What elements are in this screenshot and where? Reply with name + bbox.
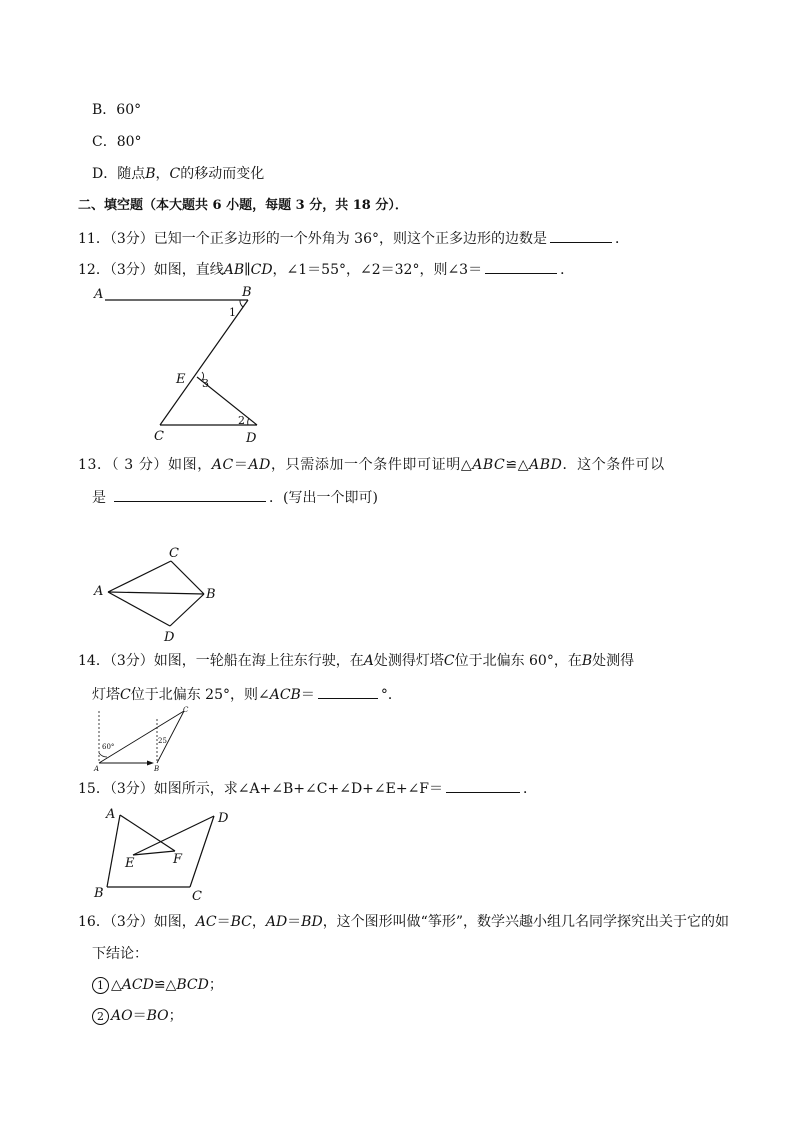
q16-eq1: ＝: [216, 914, 231, 930]
option-b: B．60°: [92, 102, 142, 118]
c1-end: ；: [208, 977, 223, 993]
q13-line-ac: [108, 561, 171, 592]
q13-abd: ABD: [529, 457, 563, 473]
q14-eq: ＝: [300, 687, 315, 703]
q15-label-a: A: [106, 807, 116, 822]
option-d-text: D．随点: [92, 166, 146, 182]
c2-eq: ＝: [132, 1008, 147, 1024]
question-15: [78, 778, 537, 798]
q14-label-25: 25: [158, 737, 167, 745]
q14-text-b: 处测得灯塔: [373, 653, 444, 669]
question-14: [78, 652, 634, 670]
q14-line-ac: [99, 711, 184, 763]
q13-ac: AC: [211, 457, 234, 473]
q14-angle-60-arc: [99, 753, 107, 757]
q13-ad: AD: [248, 457, 272, 473]
q16-eq2: ＝: [287, 914, 302, 930]
q14-label-60: 60°: [102, 743, 115, 751]
q13-label-b: B: [206, 587, 216, 602]
q16-bc: BC: [230, 914, 252, 930]
circled-number-2: 2: [92, 1008, 109, 1025]
c1-acd: ACD: [121, 977, 154, 993]
q15-label-c: C: [192, 889, 202, 904]
q14-arrow-icon: [147, 761, 154, 766]
q12-angle-2-arc: [248, 418, 249, 425]
q14-line2-c: C: [120, 687, 131, 703]
q14-label-b: B: [154, 765, 160, 773]
q13-answer-blank[interactable]: [114, 487, 266, 502]
q12-label-d: D: [246, 431, 257, 446]
q14-a: A: [363, 653, 374, 669]
q15-line-af: [120, 815, 175, 851]
q12-label-1: 1: [229, 306, 236, 319]
q13-label-a: A: [94, 584, 104, 599]
q12-text-a: 12．（3分）如图，直线: [78, 262, 224, 278]
q12-angle-1-arc: [240, 300, 243, 307]
conclusion-2: [92, 1007, 183, 1025]
q12-label-b: B: [242, 285, 252, 300]
q14-text-c: 位于北偏东 60°，在: [454, 653, 582, 669]
c1-triangle: △: [111, 977, 122, 993]
q14-figure: [92, 705, 202, 773]
q15-text: 15．（3分）如图所示，求∠A+∠B+∠C+∠D+∠E+∠F＝: [78, 781, 444, 797]
conclusion-1: [92, 976, 223, 994]
q15-answer-blank[interactable]: [446, 778, 520, 793]
question-13: [78, 456, 665, 474]
q16-text-b: ，这个图形叫做“筝形”，数学兴趣小组几名同学探究出关于它的如: [322, 914, 730, 930]
q12-label-2: 2: [238, 414, 245, 427]
option-d-b: B: [145, 166, 156, 182]
q13-label-c: C: [169, 546, 179, 561]
q13-figure: [92, 544, 227, 644]
section-heading: 二、填空题（本大题共 6 小题，每题 3 分，共 18 分）．: [78, 198, 408, 213]
question-16: [78, 913, 729, 931]
q14-line2-b: 位于北偏东 25°，则∠: [130, 687, 270, 703]
q13-line-ab: [108, 592, 204, 594]
q12-label-3: 3: [202, 377, 209, 390]
q15-label-f: F: [173, 852, 183, 867]
option-c: C．80°: [92, 134, 142, 150]
q16-text-a: 16．（3分）如图，: [78, 914, 196, 930]
q14-text-d: 处测得: [592, 653, 635, 669]
q15-line-cd: [190, 816, 214, 887]
q14-text-a: 14．（3分）如图，一轮船在海上往东行驶，在: [78, 653, 364, 669]
q13-eq: ＝: [233, 457, 249, 473]
q12-parallel: ∥: [244, 262, 251, 278]
q13-line-cb: [171, 561, 204, 594]
q12-text-b: ，∠1＝55°，∠2＝32°，则∠3＝: [272, 262, 483, 278]
q14-line2-a: 灯塔: [92, 687, 120, 703]
q14-end: °．: [380, 687, 402, 703]
c2-ao: AO: [111, 1008, 133, 1024]
q13-cong: ≌△: [505, 457, 530, 473]
q12-ab: AB: [223, 262, 245, 278]
q15-label-e: E: [125, 856, 135, 871]
c2-end: ；: [168, 1008, 183, 1024]
q11-end: ．: [615, 231, 629, 247]
q13-text-b: ，只需添加一个条件即可证明△: [271, 457, 473, 473]
q14-answer-blank[interactable]: [318, 684, 378, 699]
q13-text-a: 13．（ 3 分）如图，: [78, 457, 212, 473]
q16-ac: AC: [195, 914, 217, 930]
q12-label-e: E: [176, 372, 186, 387]
c1-bcd: BCD: [176, 977, 209, 993]
q11-answer-blank[interactable]: [550, 228, 612, 243]
q13-line-ad: [108, 592, 170, 626]
q12-label-a: A: [94, 287, 104, 302]
q13-abc: ABC: [472, 457, 506, 473]
question-16-line2: 下结论：: [92, 946, 148, 962]
q15-end: ．: [523, 781, 538, 797]
question-13-line2: [92, 487, 378, 507]
q15-line-de: [133, 816, 214, 855]
q14-label-c: C: [183, 706, 189, 714]
q16-ad: AD: [265, 914, 288, 930]
circled-number-1: 1: [92, 977, 109, 994]
q12-figure: [90, 282, 270, 447]
q15-line-ab: [107, 815, 120, 887]
c2-bo: BO: [146, 1008, 169, 1024]
q15-label-b: B: [94, 886, 104, 901]
q16-bd: BD: [301, 914, 323, 930]
question-12: [78, 259, 574, 279]
q13-line2-a: 是: [92, 490, 106, 506]
question-14-line2: [92, 684, 402, 704]
c1-cong: ≌△: [153, 977, 177, 993]
q16-sep: ，: [251, 914, 266, 930]
q13-text-c: ．这个条件可以: [562, 457, 665, 473]
q14-label-a: A: [94, 765, 100, 773]
q13-line2-b: ．(写出一个即可): [269, 490, 378, 506]
q13-label-d: D: [164, 630, 175, 645]
q14-acb: ACB: [269, 687, 301, 703]
question-11: [78, 228, 629, 248]
q14-b: B: [581, 653, 593, 669]
q15-label-d: D: [218, 811, 229, 826]
option-d-suffix: 的移动而变化: [180, 166, 265, 182]
q15-figure: [90, 803, 240, 903]
q11-text: 11．（3分）已知一个正多边形的一个外角为 36°，则这个正多边形的边数是: [78, 231, 547, 247]
q12-cd: CD: [250, 262, 273, 278]
q12-answer-blank[interactable]: [485, 259, 557, 274]
q12-label-c: C: [154, 429, 164, 444]
q13-line-db: [170, 594, 204, 626]
option-d: [92, 165, 264, 183]
q14-c: C: [443, 653, 455, 669]
option-d-sep: ，: [155, 166, 170, 182]
option-d-c: C: [169, 166, 181, 182]
q12-end: ．: [560, 262, 575, 278]
